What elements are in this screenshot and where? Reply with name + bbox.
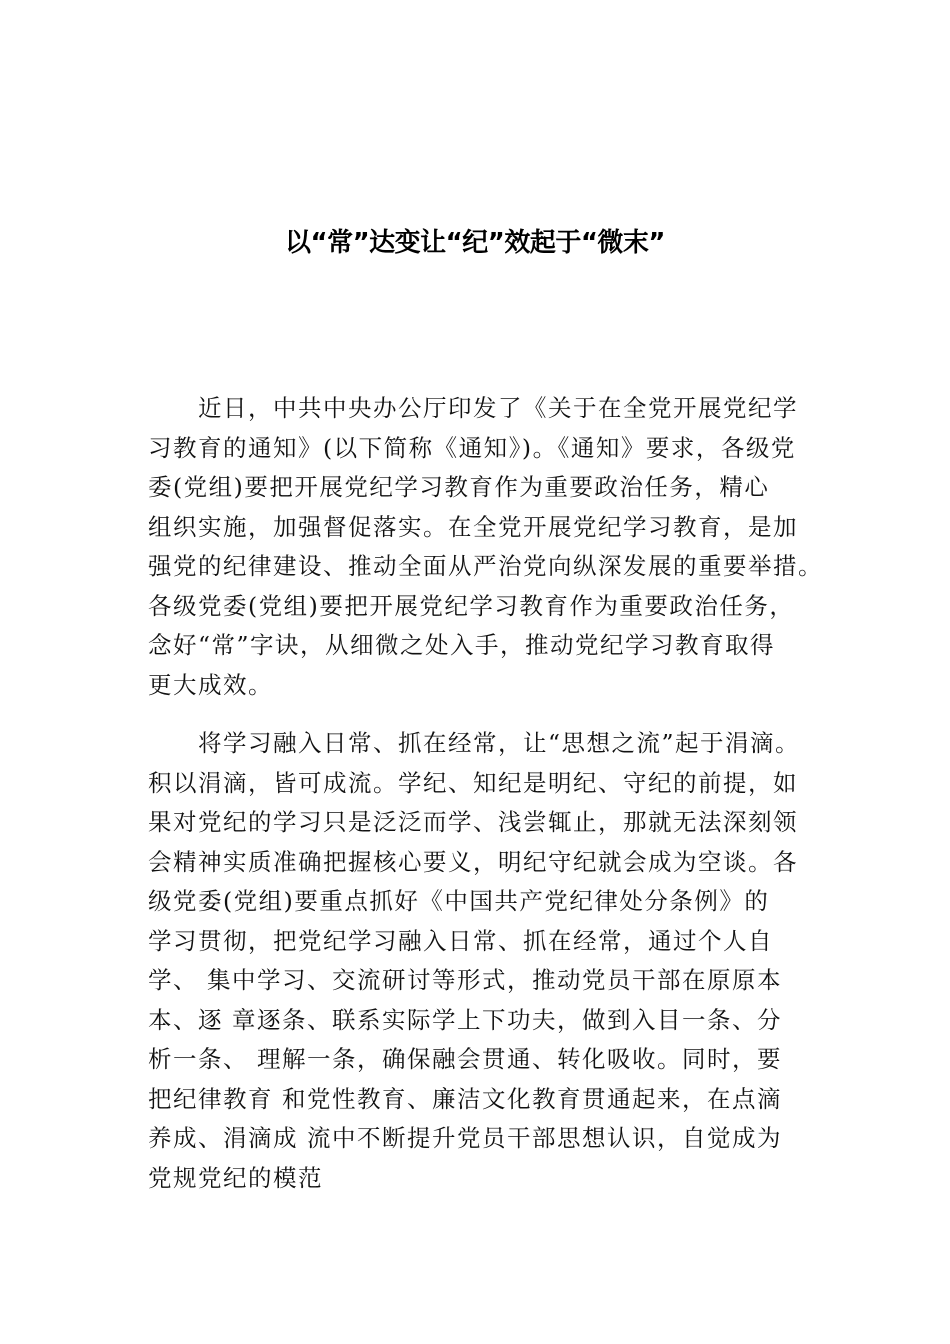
document-title: 以“常”达变让“纪”效起于“微末” [284, 228, 666, 258]
paragraph-line: 果对党纪的学习只是泛泛而学、浅尝辄止，那就无法深刻领 [148, 808, 798, 836]
paragraph-line: 念好“常”字诀，从细微之处入手，推动党纪学习教育取得 [148, 631, 776, 659]
paragraph-2 [148, 724, 838, 1198]
paragraph-line: 本、逐 章逐条、联系实际学上下功夫，做到入目一条、分 [148, 1005, 782, 1034]
document-body [148, 389, 838, 1198]
paragraph-line: 强党的纪律建设、推动全面从严治党向纵深发展的重要举措。 [148, 552, 823, 580]
paragraph-line: 将学习融入日常、抓在经常，让“思想之流”起于涓滴。 [198, 729, 801, 757]
paragraph-line: 会精神实质准确把握核心要义，明纪守纪就会成为空谈。各 [148, 847, 798, 876]
paragraph-line: 习教育的通知》(以下简称《通知》)。《通知》要求，各级党 [148, 433, 796, 462]
paragraph-line: 近日，中共中央办公厅印发了《关于在全党开展党纪学 [198, 394, 798, 422]
paragraph-line: 积以涓滴，皆可成流。学纪、知纪是明纪、守纪的前提，如 [148, 768, 798, 797]
paragraph-line: 各级党委(党组)要把开展党纪学习教育作为重要政治任务， [148, 591, 795, 620]
paragraph-line: 更大成效。 [148, 670, 273, 699]
paragraph-line: 级党委(党组)要重点抓好《中国共产党纪律处分条例》的 [148, 887, 770, 915]
paragraph-spacer [148, 705, 838, 724]
paragraph-line: 委(党组)要把开展党纪学习教育作为重要政治任务，精心 [148, 473, 770, 501]
paragraph-line: 学习贯彻，把党纪学习融入日常、抓在经常，通过个人自 [148, 926, 773, 955]
paragraph-line: 把纪律教育 和党性教育、廉洁文化教育贯通起来，在点滴 [148, 1084, 782, 1113]
paragraph-1 [148, 389, 838, 705]
paragraph-line: 党规党纪的模范 [148, 1163, 323, 1192]
paragraph-line: 组织实施，加强督促落实。在全党开展党纪学习教育，是加 [148, 512, 798, 541]
paragraph-line: 养成、涓滴成 流中不断提升党员干部思想认识，自觉成为 [148, 1124, 782, 1152]
paragraph-line: 学、 集中学习、交流研讨等形式，推动党员干部在原原本 [148, 966, 782, 994]
paragraph-line: 析一条、 理解一条，确保融会贯通、转化吸收。同时，要 [148, 1045, 782, 1073]
